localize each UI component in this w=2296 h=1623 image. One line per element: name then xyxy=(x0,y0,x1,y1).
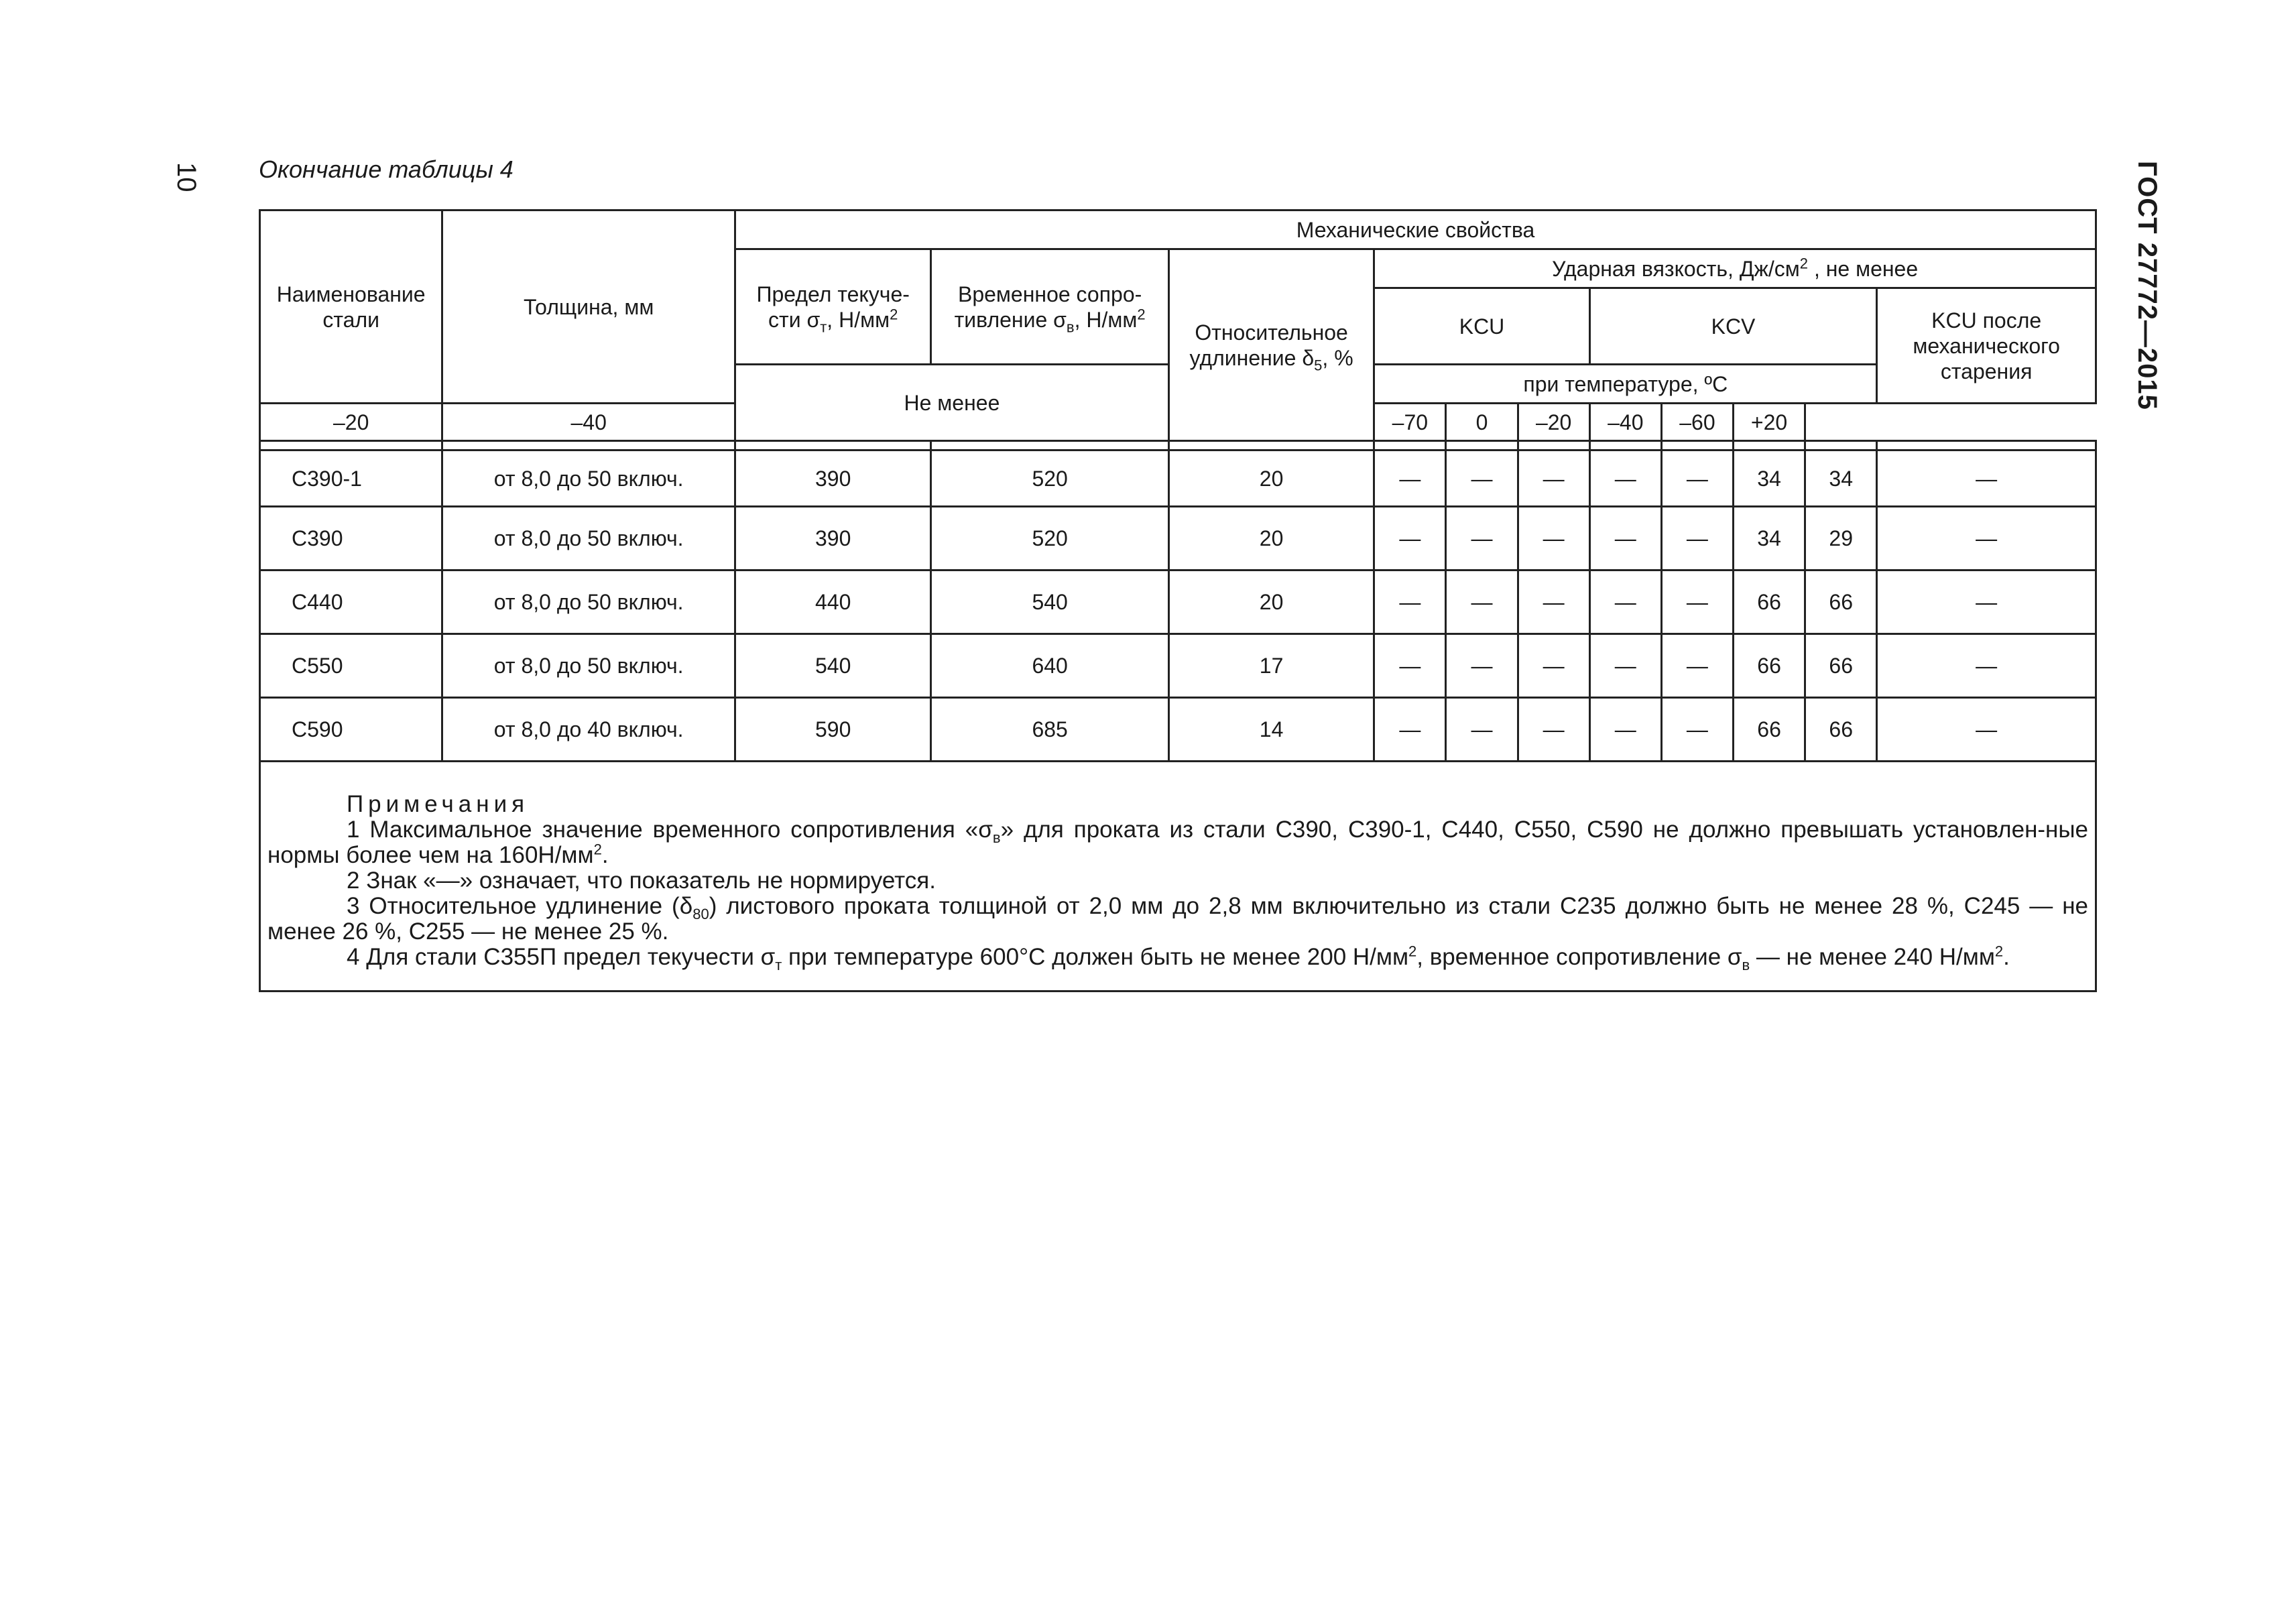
impact-cell: — xyxy=(1589,570,1661,634)
impact-cell: — xyxy=(1589,507,1661,570)
elongation-cell: 20 xyxy=(1168,570,1374,634)
impact-cell: 66 xyxy=(1734,698,1805,762)
table-row xyxy=(260,507,2096,570)
impact-cell: — xyxy=(1374,634,1446,698)
impact-cell: — xyxy=(1374,507,1446,570)
impact-cell: — xyxy=(1661,698,1733,762)
impact-cell: — xyxy=(1661,634,1733,698)
header-kcu-aging: KCU после механического старения xyxy=(1877,288,2096,404)
impact-cell: — xyxy=(1661,570,1733,634)
thickness-cell: от 8,0 до 50 включ. xyxy=(442,507,735,570)
impact-cell: — xyxy=(1518,634,1589,698)
thickness-cell: от 8,0 до 40 включ. xyxy=(442,698,735,762)
header-thickness: Толщина, мм xyxy=(442,211,735,404)
impact-cell: 66 xyxy=(1805,698,1877,762)
page-number: 10 xyxy=(172,162,201,192)
header-at-temperature: при температуре, ºС xyxy=(1374,365,1877,404)
steel-name-cell: С390-1 xyxy=(260,450,442,507)
temp-cell: –40 xyxy=(442,404,735,441)
impact-cell: — xyxy=(1446,698,1518,762)
impact-cell: — xyxy=(1877,450,2096,507)
elongation-cell: 14 xyxy=(1168,698,1374,762)
tensile-cell: 520 xyxy=(931,450,1168,507)
impact-cell: — xyxy=(1518,507,1589,570)
mechanical-properties-table xyxy=(259,209,2097,992)
table-row xyxy=(260,450,2096,507)
steel-name-cell: С440 xyxy=(260,570,442,634)
note-4: 4 Для стали С355П предел текучести $\sigma_т$ при температуре 600°С должен быть не менее 200 $Н/мм^2$, временное сопротивление $\sigma_в$ — не менее 240 $Н/мм^2$. xyxy=(347,943,2010,973)
thickness-cell: от 8,0 до 50 включ. xyxy=(442,634,735,698)
header-yield-strength: Предел текуче- сти $\sigma_т$, $Н/мм^2$ xyxy=(735,249,930,365)
yield-cell: 440 xyxy=(735,570,930,634)
table-caption: Окончание таблицы 4 xyxy=(259,156,513,183)
steel-name-cell: С390 xyxy=(260,507,442,570)
note-3: 3 Относительное удлинение $(\delta_{80})$ листового проката толщиной от 2,0 мм до 2,8 мм включительно из стали С235 должно быть не менее 28 %, С245 — не менее 26 %, С255 — не менее 25 %. xyxy=(267,893,2088,945)
temp-cell: –20 xyxy=(1518,404,1589,441)
impact-cell: — xyxy=(1661,507,1733,570)
tensile-cell: 685 xyxy=(931,698,1168,762)
impact-cell: — xyxy=(1446,507,1518,570)
impact-cell: 66 xyxy=(1734,634,1805,698)
note-1: 1 Максимальное значение временного сопротивления «$\sigma_в$» для проката из стали С390, С390-1, С440, С550, С590 не должно превышать установлен-ные нормы более чем на $160Н/мм^2$. xyxy=(267,817,2089,868)
yield-cell: 390 xyxy=(735,450,930,507)
header-tensile-strength: Временное сопро- тивление $\sigma_в$, $Н/мм^2$ xyxy=(931,249,1168,365)
impact-cell: 34 xyxy=(1734,450,1805,507)
elongation-cell: 20 xyxy=(1168,450,1374,507)
impact-cell: — xyxy=(1877,634,2096,698)
header-impact-strength: Ударная вязкость, $Дж/см^2$ , не менее xyxy=(1374,249,2096,288)
tensile-cell: 540 xyxy=(931,570,1168,634)
elongation-cell: 17 xyxy=(1168,634,1374,698)
temp-cell: +20 xyxy=(1734,404,1805,441)
temp-cell: –20 xyxy=(260,404,442,441)
impact-cell: 34 xyxy=(1734,507,1805,570)
temp-cell: 0 xyxy=(1446,404,1518,441)
impact-cell: — xyxy=(1446,634,1518,698)
notes-row xyxy=(260,762,2096,991)
header-kcv: KCV xyxy=(1589,288,1877,365)
header-steel-name: Наименование стали xyxy=(260,211,442,404)
impact-cell: — xyxy=(1374,570,1446,634)
notes xyxy=(260,762,2096,991)
header-kcu: KCU xyxy=(1374,288,1589,365)
steel-name-cell: С590 xyxy=(260,698,442,762)
yield-cell: 390 xyxy=(735,507,930,570)
impact-cell: 34 xyxy=(1805,450,1877,507)
impact-cell: — xyxy=(1446,570,1518,634)
thickness-cell: от 8,0 до 50 включ. xyxy=(442,450,735,507)
impact-cell: — xyxy=(1518,570,1589,634)
table-row xyxy=(260,634,2096,698)
impact-cell: 66 xyxy=(1805,570,1877,634)
impact-cell: — xyxy=(1446,450,1518,507)
impact-cell: — xyxy=(1877,698,2096,762)
impact-cell: — xyxy=(1589,450,1661,507)
impact-cell: — xyxy=(1374,698,1446,762)
impact-cell: — xyxy=(1877,570,2096,634)
header-mechanical-properties: Механические свойства xyxy=(735,211,2096,249)
header-elongation: Относительное удлинение $\delta_5$, % xyxy=(1168,249,1374,441)
impact-cell: — xyxy=(1589,698,1661,762)
header-not-less: Не менее xyxy=(735,365,1168,441)
thickness-cell: от 8,0 до 50 включ. xyxy=(442,570,735,634)
document-code: ГОСТ 27772—2015 xyxy=(2132,161,2162,410)
temp-cell: –70 xyxy=(1374,404,1446,441)
note-2: 2 Знак «—» означает, что показатель не нормируется. xyxy=(347,867,936,894)
impact-cell: 66 xyxy=(1805,634,1877,698)
elongation-cell: 20 xyxy=(1168,507,1374,570)
temp-cell: –40 xyxy=(1589,404,1661,441)
impact-cell: 66 xyxy=(1734,570,1805,634)
table-row xyxy=(260,570,2096,634)
notes-title: Примечания xyxy=(347,791,530,817)
temp-cell: –60 xyxy=(1661,404,1733,441)
tensile-cell: 520 xyxy=(931,507,1168,570)
impact-cell: 29 xyxy=(1805,507,1877,570)
table-row xyxy=(260,698,2096,762)
impact-cell: — xyxy=(1589,634,1661,698)
tensile-cell: 640 xyxy=(931,634,1168,698)
impact-cell: — xyxy=(1661,450,1733,507)
impact-cell: — xyxy=(1518,450,1589,507)
yield-cell: 540 xyxy=(735,634,930,698)
impact-cell: — xyxy=(1877,507,2096,570)
impact-cell: — xyxy=(1374,450,1446,507)
steel-name-cell: С550 xyxy=(260,634,442,698)
yield-cell: 590 xyxy=(735,698,930,762)
impact-cell: — xyxy=(1518,698,1589,762)
